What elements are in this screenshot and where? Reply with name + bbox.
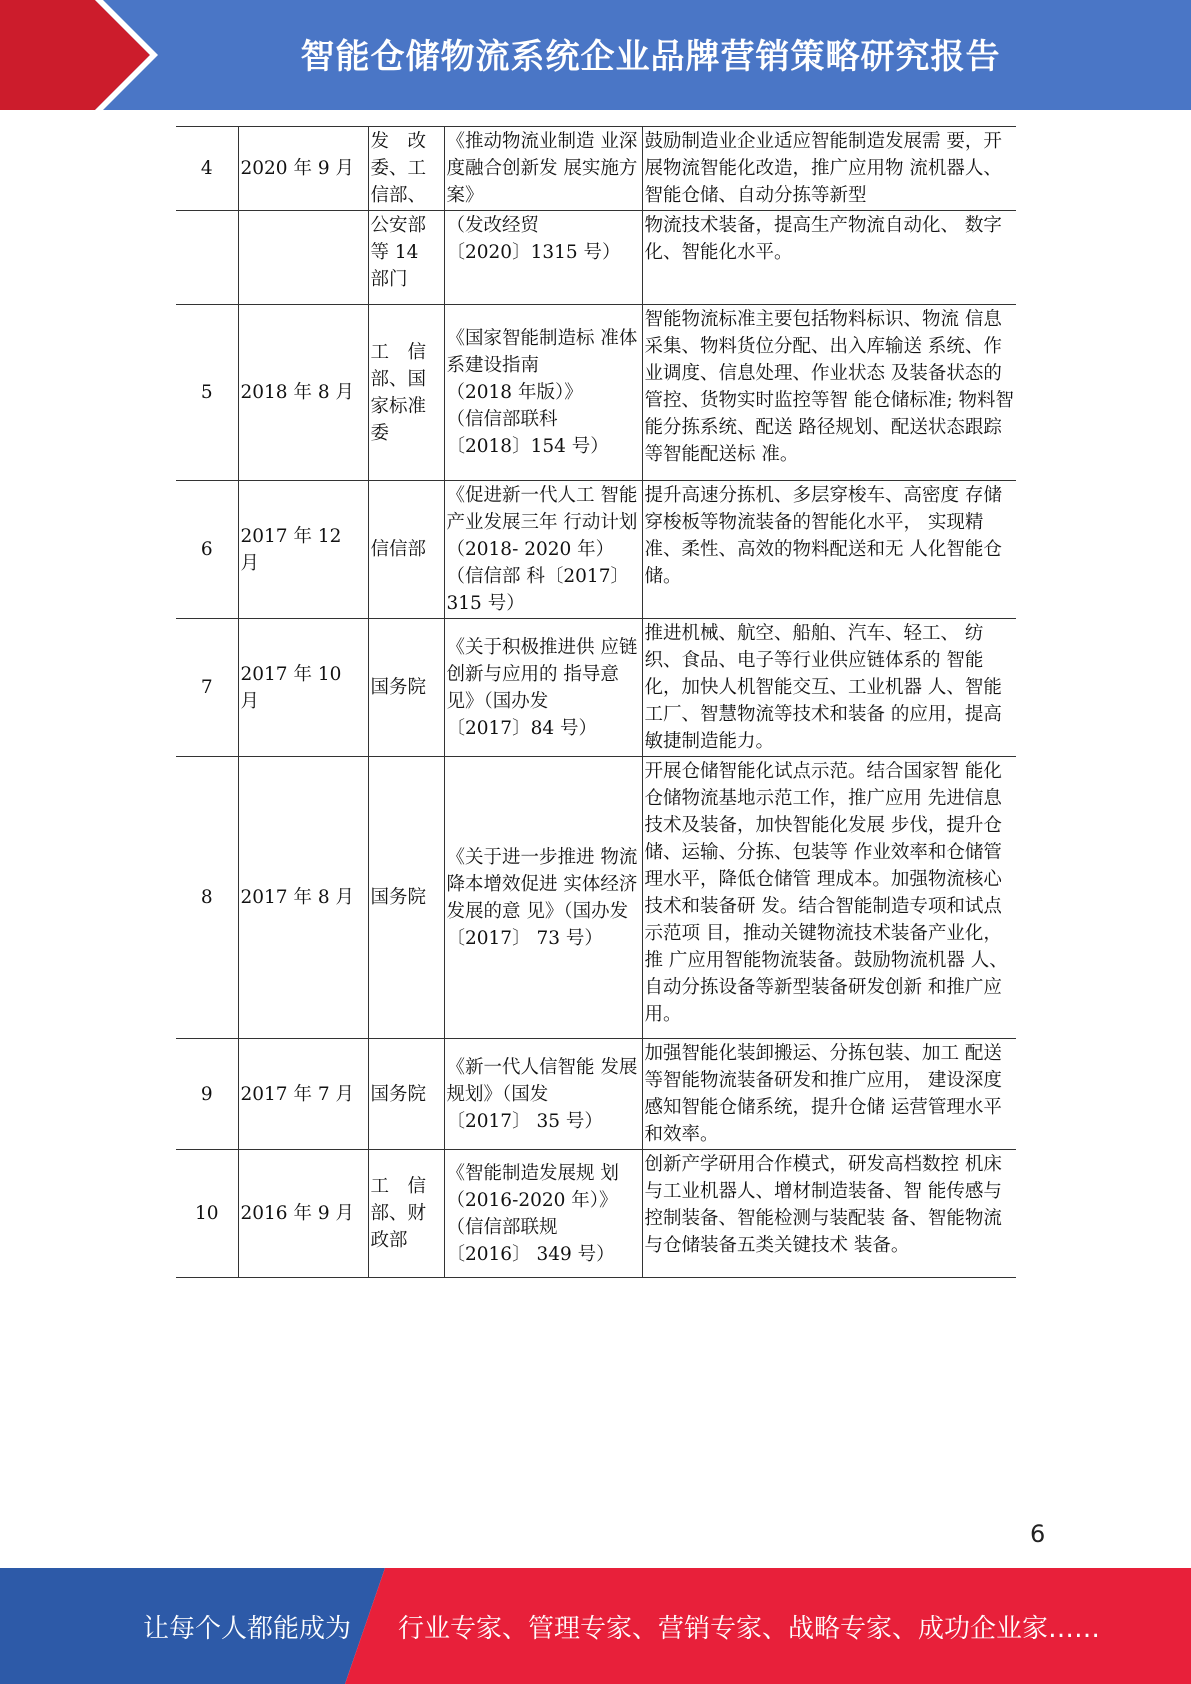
date-cell bbox=[238, 305, 368, 481]
document-cell bbox=[444, 305, 642, 481]
department-cell-text: 信信部 bbox=[370, 539, 427, 560]
date-cell bbox=[238, 757, 368, 1039]
page-header bbox=[0, 0, 1191, 110]
description-cell bbox=[642, 211, 1016, 305]
document-cell-text: 《关于进一步推进 物流降本增效促进 实体经济发展的意 见》（国办发 〔2017〕 73 号） bbox=[446, 846, 638, 949]
department-cell-text: 公安部 等 14 部门 bbox=[370, 215, 427, 290]
row-number-cell bbox=[176, 481, 238, 619]
table-row bbox=[176, 1150, 1016, 1278]
date-cell-text: 2017 年 12 月 bbox=[240, 525, 342, 574]
document-cell bbox=[444, 1039, 642, 1150]
table-row bbox=[176, 127, 1016, 211]
department-cell-text: 工 信 部、财 政部 bbox=[370, 1176, 427, 1251]
document-cell bbox=[444, 127, 642, 211]
document-cell bbox=[444, 757, 642, 1039]
footer-slogan-left: 让每个人都能成为 bbox=[143, 1613, 352, 1644]
page-number: 6 bbox=[1030, 1520, 1046, 1548]
date-cell bbox=[238, 127, 368, 211]
date-cell-text: 2020 年 9 月 bbox=[240, 158, 354, 179]
page-footer bbox=[0, 1568, 1191, 1684]
description-cell bbox=[642, 619, 1016, 757]
date-cell-text: 2017 年 8 月 bbox=[240, 887, 354, 908]
description-cell-text: 提升高速分拣机、多层穿梭车、高密度 存储穿梭板等物流装备的智能化水平， 实现精准、柔性、高效的物料配送和无 人化智能仓储。 bbox=[644, 485, 1002, 587]
document-cell bbox=[444, 211, 642, 305]
date-cell bbox=[238, 211, 368, 305]
row-number-cell bbox=[176, 757, 238, 1039]
department-cell bbox=[368, 305, 444, 481]
date-cell-text: 2016 年 9 月 bbox=[240, 1203, 354, 1224]
description-cell-text: 开展仓储智能化试点示范。结合国家智 能化仓储物流基地示范工作，推广应用 先进信息技术及装备，加快智能化发展 步伐，提升仓储、运输、分拣、包装等 作业效率和仓储管理水平，降低仓储管 理成本。加强物流核心技术和装备研 发。结合智能制造专项和试点示范项 目，推动关键物流技术装备产业化，推 广应用智能物流装备。鼓励物流机器 人、自动分拣设备等新型装备研发创新 和推广应用。 bbox=[644, 761, 1008, 1025]
description-cell bbox=[642, 481, 1016, 619]
department-cell bbox=[368, 211, 444, 305]
date-cell bbox=[238, 619, 368, 757]
document-cell-text: 《国家智能制造标 准体系建设指南 （2018 年版）》 （信信部联科 〔2018〕154 号） bbox=[446, 328, 638, 457]
header-red-chevron bbox=[0, 0, 150, 110]
policy-table-container bbox=[176, 126, 1016, 1278]
table-row bbox=[176, 619, 1016, 757]
description-cell-text: 智能物流标准主要包括物料标识、物流 信息采集、物料货位分配、出入库输送 系统、作业调度、信息处理、作业状态 及装备状态的管控、货物实时监控等智 能仓储标准; 物料智能分拣系统、配送 路径规划、配送状态跟踪等智能配送标 准。 bbox=[644, 309, 1014, 465]
document-cell bbox=[444, 481, 642, 619]
row-number-cell bbox=[176, 1150, 238, 1278]
row-number-cell-text: 4 bbox=[200, 158, 213, 179]
document-cell-text: 《智能制造发展规 划（2016-2020 年）》（信信部联规 〔2016〕 349 号） bbox=[446, 1162, 619, 1265]
date-cell-text: 2018 年 8 月 bbox=[240, 382, 354, 403]
description-cell-text: 加强智能化装卸搬运、分拣包装、加工 配送等智能物流装备研发和推广应用， 建设深度感知智能仓储系统，提升仓储 运营管理水平和效率。 bbox=[644, 1043, 1002, 1145]
department-cell-text: 国务院 bbox=[370, 1083, 427, 1105]
department-cell bbox=[368, 1150, 444, 1278]
report-title: 智能仓储物流系统企业品牌营销策略研究报告 bbox=[300, 36, 1001, 77]
department-cell bbox=[368, 1039, 444, 1150]
department-cell-text: 国务院 bbox=[370, 677, 427, 698]
table-row bbox=[176, 481, 1016, 619]
row-number-cell bbox=[176, 1039, 238, 1150]
date-cell bbox=[238, 1150, 368, 1278]
row-number-cell bbox=[176, 127, 238, 211]
document-cell-text: 《关于积极推进供 应链创新与应用的 指导意见》（国办发 〔2017〕84 号） bbox=[446, 636, 638, 739]
row-number-cell bbox=[176, 619, 238, 757]
row-number-cell-text: 7 bbox=[200, 677, 213, 698]
document-cell-text: 《新一代人信智能 发展规划》（国发 〔2017〕 35 号） bbox=[446, 1056, 638, 1132]
row-number-cell bbox=[176, 305, 238, 481]
description-cell bbox=[642, 1150, 1016, 1278]
document-cell bbox=[444, 619, 642, 757]
table-row bbox=[176, 1039, 1016, 1150]
row-number-cell-text: 5 bbox=[200, 382, 213, 403]
row-number-cell-text: 6 bbox=[200, 539, 213, 560]
department-cell bbox=[368, 619, 444, 757]
department-cell bbox=[368, 127, 444, 211]
description-cell-text: 推进机械、航空、船舶、汽车、轻工、 纺织、食品、电子等行业供应链体系的 智能化，加快人机智能交互、工业机器 人、智能工厂、智慧物流等技术和装备 的应用，提高敏捷制造能力。 bbox=[644, 623, 1002, 752]
table-row bbox=[176, 211, 1016, 305]
description-cell-text: 创新产学研用合作模式，研发高档数控 机床与工业机器人、增材制造装备、智 能传感与控制装备、智能检测与装配装 备、智能物流与仓储装备五类关键技术 装备。 bbox=[644, 1154, 1002, 1256]
row-number-cell bbox=[176, 211, 238, 305]
description-cell bbox=[642, 757, 1016, 1039]
department-cell-text: 发 改 委、工 信部、 bbox=[370, 131, 427, 206]
department-cell bbox=[368, 481, 444, 619]
description-cell-text: 物流技术装备，提高生产物流自动化、 数字化、智能化水平。 bbox=[644, 215, 1002, 263]
policy-table-body bbox=[176, 127, 1016, 1278]
description-cell bbox=[642, 1039, 1016, 1150]
description-cell-text: 鼓励制造业企业适应智能制造发展需 要，开展物流智能化改造，推广应用物 流机器人、智能仓储、自动分拣等新型 bbox=[644, 131, 1002, 206]
table-row bbox=[176, 305, 1016, 481]
department-cell-text: 国务院 bbox=[370, 887, 427, 908]
department-cell bbox=[368, 757, 444, 1039]
department-cell-text: 工 信 部、国 家标准 委 bbox=[370, 341, 427, 444]
document-cell-text: 《推动物流业制造 业深度融合创新发 展实施方案》 bbox=[446, 131, 638, 206]
row-number-cell-text: 8 bbox=[200, 887, 213, 908]
row-number-cell-text: 9 bbox=[200, 1083, 213, 1105]
document-cell bbox=[444, 1150, 642, 1278]
date-cell-text: 2017 年 10 月 bbox=[240, 663, 342, 712]
description-cell bbox=[642, 305, 1016, 481]
table-row bbox=[176, 757, 1016, 1039]
row-number-cell-text: 10 bbox=[194, 1203, 219, 1224]
date-cell bbox=[238, 1039, 368, 1150]
document-cell-text: 《促进新一代人工 智能产业发展三年 行动计划（2018- 2020 年）（信信部 科〔2017〕315 号） bbox=[446, 485, 638, 614]
date-cell bbox=[238, 481, 368, 619]
policy-table bbox=[176, 126, 1016, 1278]
description-cell bbox=[642, 127, 1016, 211]
footer-slogan-right: 行业专家、管理专家、营销专家、战略专家、成功企业家…… bbox=[398, 1613, 1101, 1644]
date-cell-text: 2017 年 7 月 bbox=[240, 1083, 354, 1105]
document-cell-text: （发改经贸 〔2020〕1315 号） bbox=[446, 215, 621, 263]
